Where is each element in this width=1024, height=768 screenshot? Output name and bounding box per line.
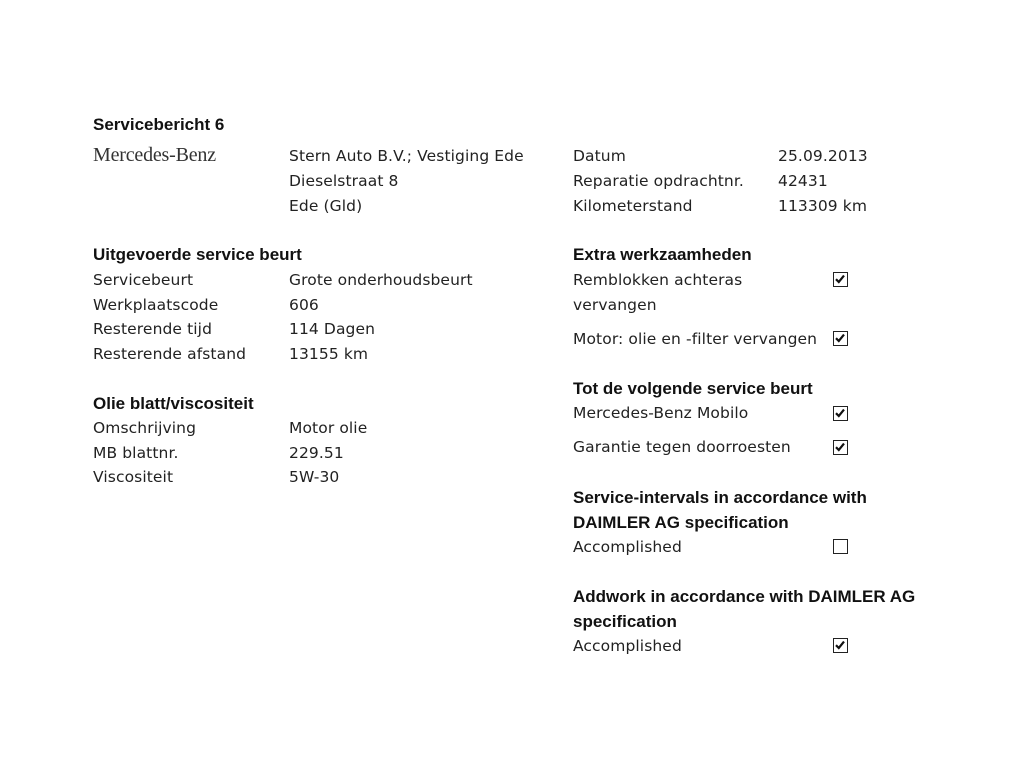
extra-item-label: Remblokken achteras bbox=[573, 271, 743, 289]
oil-row-value: 5W-30 bbox=[289, 468, 340, 486]
meta-mileage-value: 113309 km bbox=[778, 197, 868, 215]
intervals-label: Accomplished bbox=[573, 538, 682, 556]
service-row-label: Resterende afstand bbox=[93, 345, 247, 363]
checkmark-icon bbox=[835, 333, 845, 343]
next-item-checkbox[interactable] bbox=[833, 440, 848, 455]
addwork-heading: Addwork in accordance with DAIMLER AG bbox=[573, 587, 916, 606]
oil-row-value: 229.51 bbox=[289, 444, 344, 462]
extra-heading: Extra werkzaamheden bbox=[573, 245, 752, 264]
addwork-checkbox[interactable] bbox=[833, 638, 848, 653]
meta-mileage-label: Kilometerstand bbox=[573, 197, 693, 215]
next-item-label: Garantie tegen doorroesten bbox=[573, 438, 791, 456]
meta-date-value: 25.09.2013 bbox=[778, 147, 868, 165]
oil-row-value: Motor olie bbox=[289, 419, 368, 437]
page-title: Servicebericht 6 bbox=[93, 115, 225, 134]
checkmark-icon bbox=[835, 442, 845, 452]
extra-item-checkbox[interactable] bbox=[833, 331, 848, 346]
service-row-value: 606 bbox=[289, 296, 319, 314]
extra-item-label-cont: vervangen bbox=[573, 296, 657, 314]
meta-date-label: Datum bbox=[573, 147, 626, 165]
intervals-heading-cont: DAIMLER AG specification bbox=[573, 513, 789, 532]
checkmark-icon bbox=[835, 640, 845, 650]
checkmark-icon bbox=[835, 274, 845, 284]
intervals-heading: Service-intervals in accordance with bbox=[573, 488, 867, 507]
brand-logo-text: Mercedes-Benz bbox=[93, 144, 216, 166]
dealer-name: Stern Auto B.V.; Vestiging Ede bbox=[289, 147, 524, 165]
extra-item-checkbox[interactable] bbox=[833, 272, 848, 287]
extra-item-label: Motor: olie en -filter vervangen bbox=[573, 330, 818, 348]
meta-order-label: Reparatie opdrachtnr. bbox=[573, 172, 744, 190]
service-row-label: Resterende tijd bbox=[93, 320, 213, 338]
checkmark-icon bbox=[835, 408, 845, 418]
service-row-value: Grote onderhoudsbeurt bbox=[289, 271, 473, 289]
next-item-checkbox[interactable] bbox=[833, 406, 848, 421]
addwork-label: Accomplished bbox=[573, 637, 682, 655]
oil-heading: Olie blatt/viscositeit bbox=[93, 394, 254, 413]
intervals-checkbox[interactable] bbox=[833, 539, 848, 554]
service-row-value: 114 Dagen bbox=[289, 320, 376, 338]
oil-row-label: MB blattnr. bbox=[93, 444, 179, 462]
next-heading: Tot de volgende service beurt bbox=[573, 379, 813, 398]
service-row-label: Servicebeurt bbox=[93, 271, 194, 289]
service-heading: Uitgevoerde service beurt bbox=[93, 245, 302, 264]
dealer-city: Ede (Gld) bbox=[289, 197, 363, 215]
meta-order-value: 42431 bbox=[778, 172, 828, 190]
service-row-label: Werkplaatscode bbox=[93, 296, 219, 314]
dealer-street: Dieselstraat 8 bbox=[289, 172, 399, 190]
next-item-label: Mercedes-Benz Mobilo bbox=[573, 404, 749, 422]
oil-row-label: Viscositeit bbox=[93, 468, 174, 486]
service-row-value: 13155 km bbox=[289, 345, 369, 363]
addwork-heading-cont: specification bbox=[573, 612, 677, 631]
oil-row-label: Omschrijving bbox=[93, 419, 197, 437]
